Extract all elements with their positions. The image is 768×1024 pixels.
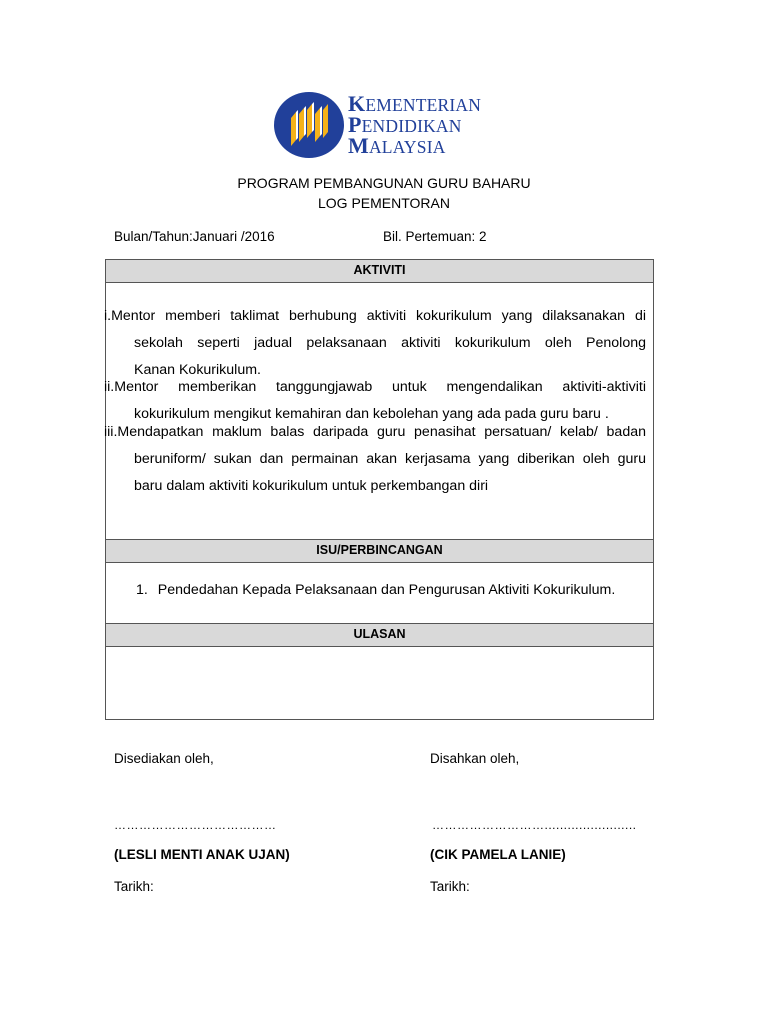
item-text-line: Mentor memberikan tanggungjawab untuk mengendalikan aktiviti-aktiviti [114,379,646,395]
item-text-line: baru dalam aktiviti kokurikulum untuk perkembangan diri [134,478,489,494]
page-subtitle: LOG PEMENTORAN [318,195,450,211]
ministry-logo [274,92,499,158]
item-number: 1. [136,582,148,598]
section-header-aktiviti: AKTIVITI [105,259,654,283]
item-number: iii. [104,424,118,440]
item-text-line: Kanan Kokurikulum. [134,362,261,378]
approved-by-label: Disahkan oleh, [430,751,520,766]
prepared-date-label: Tarikh: [114,879,154,894]
meeting-number-field: Bil. Pertemuan: 2 [383,229,487,244]
logo-emblem-icon [274,92,344,158]
item-text-line: kokurikulum mengikut kemahiran dan kebolehan yang ada pada guru baru . [134,406,609,422]
isu-item-1 [136,582,615,598]
approved-by-name: (CIK PAMELA LANIE) [430,847,566,862]
section-header-ulasan: ULASAN [105,623,654,647]
logo-wordmark: KEMENTERIAN PENDIDIKAN MALAYSIA [348,91,482,158]
item-text: Pendedahan Kepada Pelaksanaan dan Pengurusan Aktiviti Kokurikulum. [157,582,616,598]
item-text-line: sekolah seperti jadual pelaksanaan aktiviti kokurikulum oleh Penolong [134,335,646,351]
month-year-field: Bulan/Tahun:Januari /2016 [114,229,275,244]
item-number: i. [104,308,112,324]
aktiviti-item-3 [104,419,646,500]
section-header-isu: ISU/PERBINCANGAN [105,539,654,563]
page-title: PROGRAM PEMBANGUNAN GURU BAHARU [237,175,531,191]
approved-signature-line: ………………………........................ [432,818,637,832]
aktiviti-item-1 [104,303,646,384]
approved-date-label: Tarikh: [430,879,470,894]
prepared-by-name: (LESLI MENTI ANAK UJAN) [114,847,290,862]
item-text-line: beruniform/ sukan dan permainan akan kerjasama yang diberikan oleh guru [134,451,646,467]
item-text-line: Mendapatkan maklum balas daripada guru penasihat persatuan/ kelab/ badan [117,424,646,440]
item-text-line: Mentor memberi taklimat berhubung aktiviti kokurikulum yang dilaksanakan di [111,308,646,324]
prepared-by-label: Disediakan oleh, [114,751,214,766]
item-number: ii. [104,379,115,395]
prepared-signature-line: ………………………………… [114,818,277,832]
